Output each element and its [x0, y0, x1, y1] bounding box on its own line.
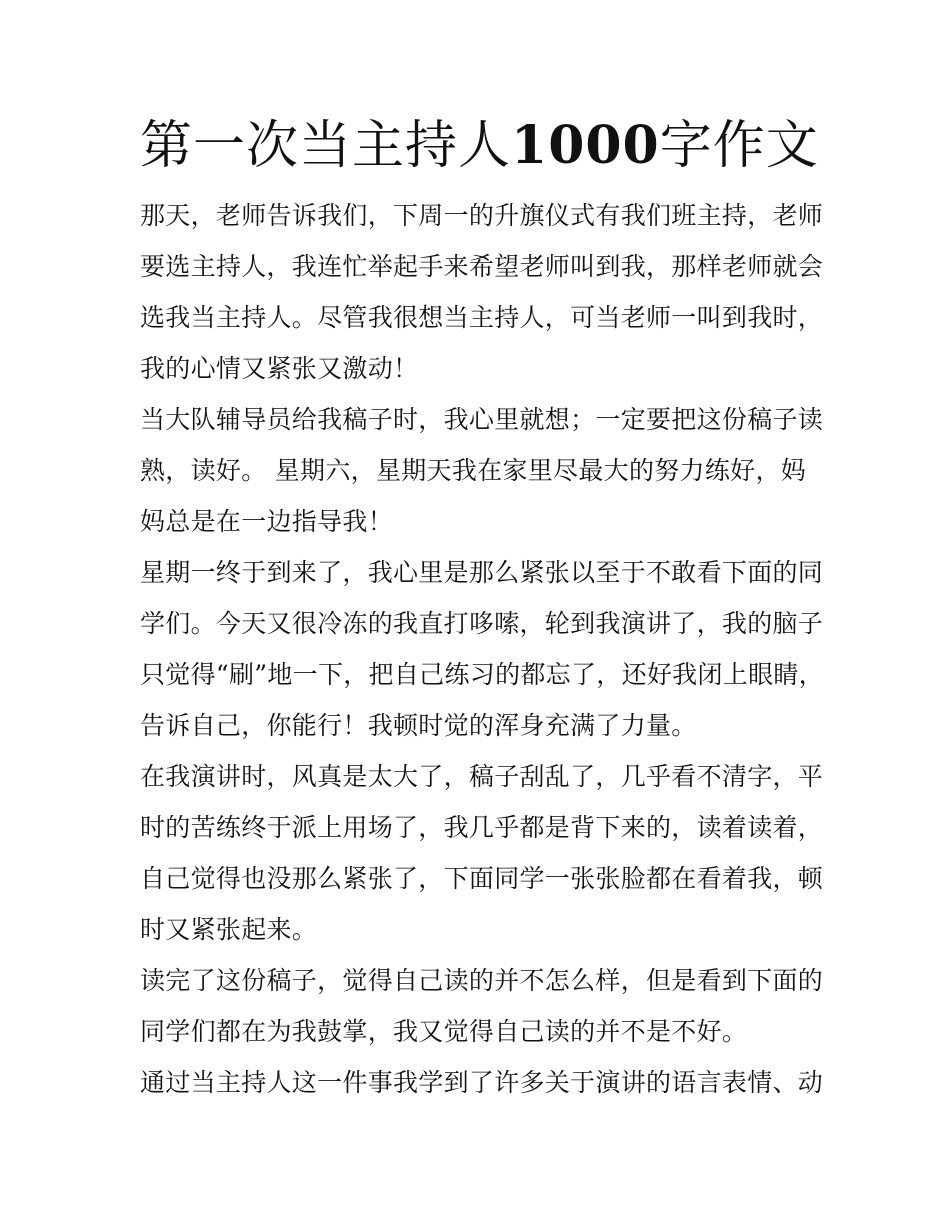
paragraph-line: 当大队辅导员给我稿子时，我心里就想；一定要把这份稿子读	[140, 405, 824, 434]
title-suffix: 字作文	[659, 116, 819, 176]
paragraph-line: 我的心情又紧张又激动！	[140, 354, 419, 383]
paragraph-line: 读完了这份稿子，觉得自己读的并不怎么样，但是看到下面的	[140, 966, 824, 995]
paragraph-1	[140, 190, 824, 394]
paragraph-2	[140, 394, 824, 547]
paragraph-line: 妈总是在一边指导我！	[140, 507, 394, 536]
document-page	[140, 110, 824, 1108]
title-prefix: 第一次当主持人	[140, 116, 512, 176]
title-number: 1000	[511, 115, 660, 176]
paragraph-line: 只觉得“刷”地一下，把自己练习的都忘了，还好我闭上眼睛，	[140, 660, 824, 689]
document-body	[140, 190, 824, 1108]
paragraph-line: 自己觉得也没那么紧张了，下面同学一张张脸都在看着我，顿	[140, 864, 824, 893]
paragraph-line: 选我当主持人。尽管我很想当主持人，可当老师一叫到我时，	[140, 303, 824, 332]
paragraph-line: 熟，读好。 星期六，星期天我在家里尽最大的努力练好，妈	[140, 456, 807, 485]
paragraph-line: 时又紧张起来。	[140, 915, 318, 944]
paragraph-3	[140, 547, 824, 751]
paragraph-line: 那天，老师告诉我们，下周一的升旗仪式有我们班主持，老师	[140, 201, 824, 230]
paragraph-line: 学们。今天又很冷冻的我直打哆嗦，轮到我演讲了，我的脑子	[140, 609, 824, 638]
paragraph-6	[140, 1057, 824, 1108]
paragraph-line: 同学们都在为我鼓掌，我又觉得自己读的并不是不好。	[140, 1017, 748, 1046]
document-title	[140, 110, 820, 182]
paragraph-line: 星期一终于到来了，我心里是那么紧张以至于不敢看下面的同	[140, 558, 824, 587]
paragraph-line: 通过当主持人这一件事我学到了许多关于演讲的语言表情、动	[140, 1068, 824, 1097]
paragraph-4	[140, 751, 824, 955]
paragraph-line: 时的苦练终于派上用场了，我几乎都是背下来的，读着读着，	[140, 813, 824, 842]
paragraph-5	[140, 955, 824, 1057]
paragraph-line: 在我演讲时，风真是太大了，稿子刮乱了，几乎看不清字，平	[140, 762, 824, 791]
paragraph-line: 告诉自己，你能行！我顿时觉的浑身充满了力量。	[140, 711, 697, 740]
paragraph-line: 要选主持人，我连忙举起手来希望老师叫到我，那样老师就会	[140, 252, 824, 281]
